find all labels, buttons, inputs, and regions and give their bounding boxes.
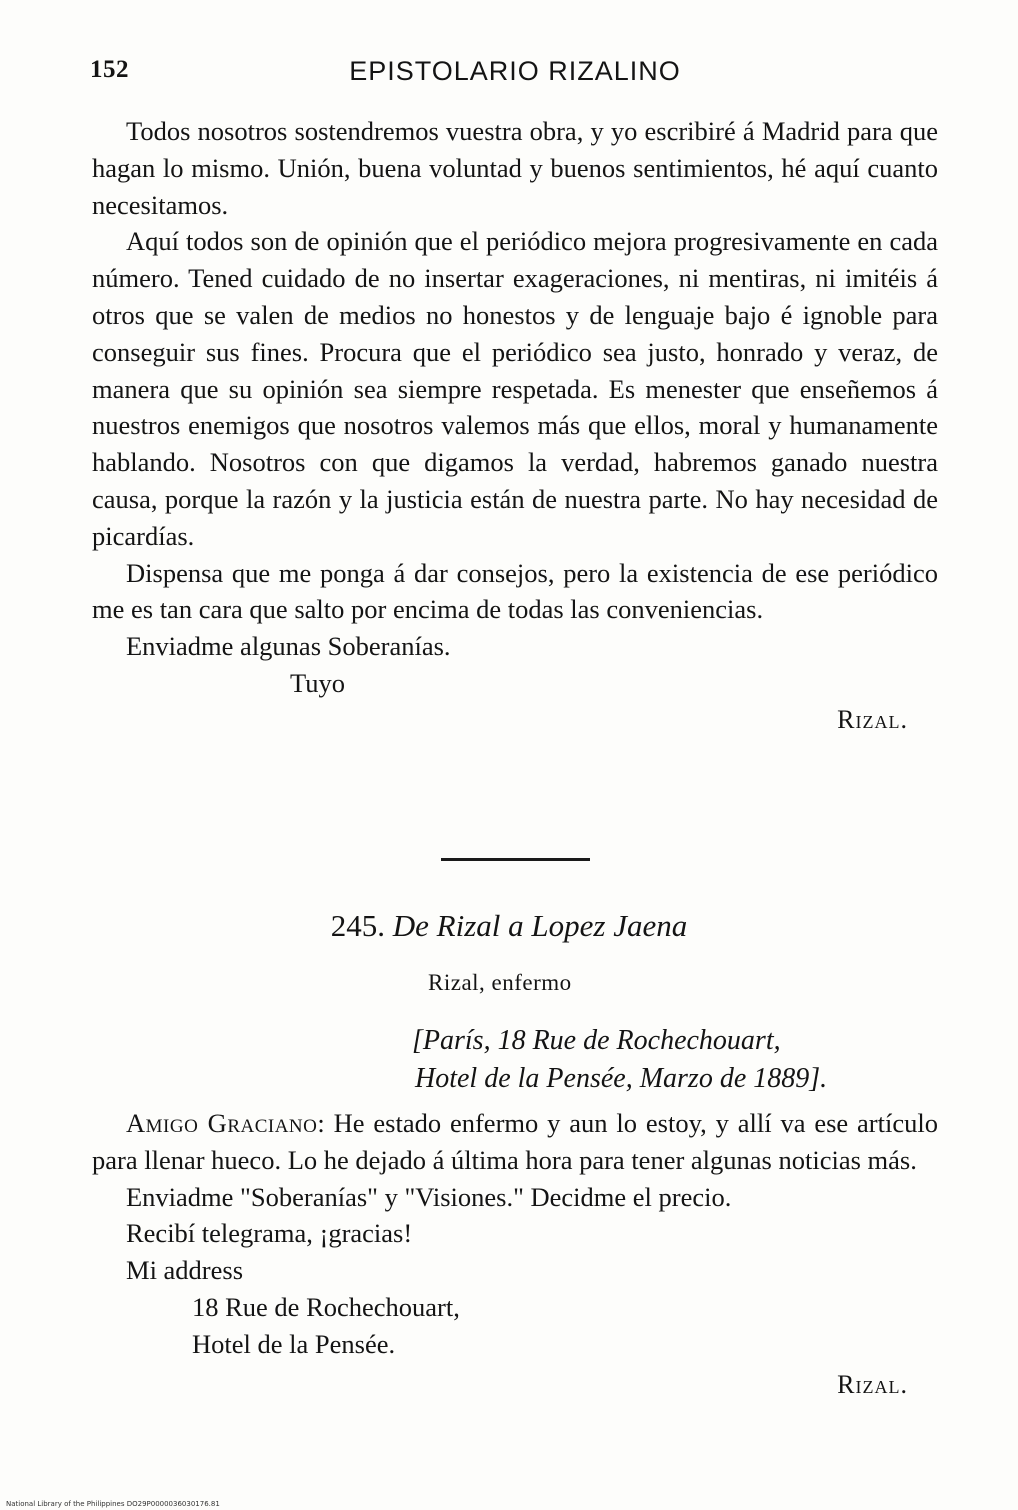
paragraph: Recibí telegrama, ¡gracias! (126, 1218, 413, 1249)
letter-heading (0, 908, 1018, 944)
paragraph (92, 1105, 938, 1179)
section-divider (441, 858, 590, 861)
place-date (412, 1022, 932, 1098)
paragraph: Todos nosotros sostendremos vuestra obra, y yo escribiré á Madrid para que hagan lo mismo. Unión, buena voluntad y buenos sentimientos, hé aquí cuanto necesitamos. (92, 116, 938, 220)
paragraph: Mi address (126, 1255, 244, 1286)
place-line: [París, 18 Rue de Rochechouart, (412, 1025, 781, 1056)
paragraph-text: He estado enfermo y aun lo estoy, y allí va ese artículo para llenar hueco. Lo he dejado á última hora para tener algunas noticias más. (92, 1108, 938, 1175)
signature: Rizal. (837, 704, 908, 734)
paragraph: Enviadme algunas Soberanías. (126, 631, 451, 662)
closing: Tuyo (290, 667, 346, 698)
letter-245-body (92, 1105, 938, 1403)
running-title: EPISTOLARIO RIZALINO (349, 56, 681, 86)
paragraph: Aquí todos son de opinión que el periódico mejora progresivamente en cada número. Tened cuidado de no insertar exageraciones, ni mentiras, ni imitéis á otros que se valen de medios no honestos y de lenguaje bajo é ignoble para conseguir sus fines. Procura que el periódico sea justo, honrado y veraz, de manera que su opinión sea siempre respetada. Es menester que enseñemos á nuestros enemigos que nosotros valemos más que ellos, moral y humanamente hablando. Nosotros con que digamos la verdad, habremos ganado nuestra causa, porque la razón y la justicia están de nuestra parte. No hay necesidad de picardías. (92, 226, 938, 551)
page-header (90, 56, 940, 96)
paragraph: Dispensa que me ponga á dar consejos, pero la existencia de ese periódico me es tan cara que salto por encima de todas las conveniencias. (92, 557, 938, 625)
salutation: Amigo Graciano (126, 1108, 318, 1138)
place-line: Hotel de la Pensée, Marzo de 1889]. (415, 1063, 828, 1094)
scan-credit: National Library of the Philippines DO29P0000036030176.81 (6, 1500, 220, 1508)
paragraph: Enviadme "Soberanías" y "Visiones." Decidme el precio. (126, 1181, 732, 1212)
letter-annotation: Rizal, enfermo (428, 970, 572, 995)
address-line: Hotel de la Pensée. (192, 1328, 396, 1359)
signature: Rizal. (837, 1369, 908, 1399)
address-line: 18 Rue de Rochechouart, (192, 1291, 460, 1322)
page-number: 152 (90, 56, 129, 83)
letter-title: De Rizal a Lopez Jaena (392, 908, 688, 943)
letter-number: 245. (330, 908, 386, 943)
letter-244-continuation (92, 113, 938, 739)
salutation-separator: : (317, 1108, 325, 1138)
